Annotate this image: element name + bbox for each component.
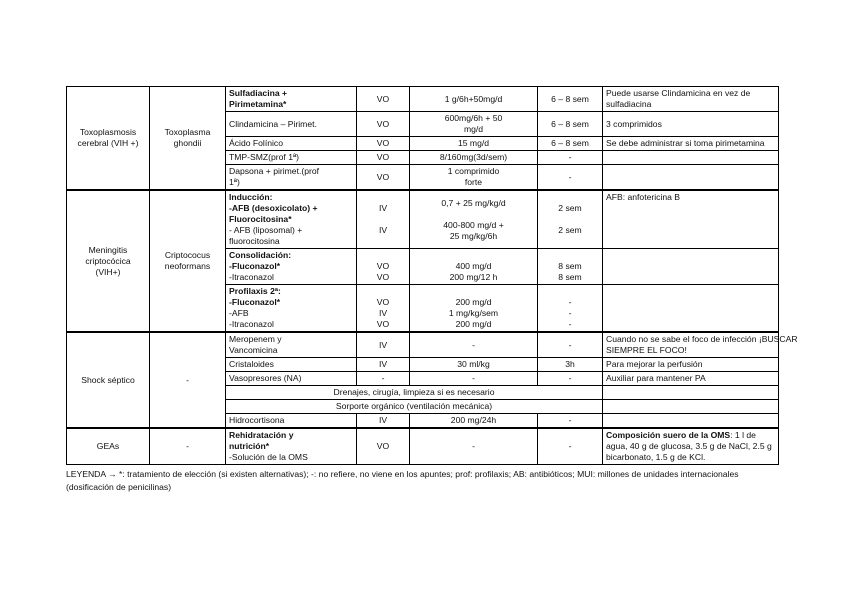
legend: LEYENDA → *: tratamiento de elección (si existen alternativas); -: no refiere, no viene en los apuntes; prof: profilaxis; AB: antibióticos; MUI: millones de unidades internacionales (dosificación de penicilinas)	[66, 469, 739, 492]
table-row	[67, 428, 779, 465]
duration-cell: - - -	[538, 285, 603, 333]
treatment-cell: Sulfadiacina + Pirimetamina*	[226, 87, 357, 112]
duration-cell: -	[538, 414, 603, 429]
treatment-cell: Rehidratación y nutrición* -Solución de la OMS	[226, 428, 357, 465]
agent-cell: -	[150, 428, 226, 465]
notes-cell	[603, 285, 779, 333]
duration-cell: 6 – 8 sem	[538, 87, 603, 112]
route-cell: VO	[357, 428, 410, 465]
treatment-document	[66, 86, 798, 494]
route-cell: IV	[357, 332, 410, 358]
notes-cell: 3 comprimidos	[603, 112, 779, 137]
route-cell: IV	[357, 358, 410, 372]
dose-cell: 15 mg/d	[410, 137, 538, 151]
duration-cell: 2 sem 2 sem	[538, 190, 603, 249]
agent-cell: Toxoplasma ghondii	[150, 87, 226, 191]
agent-cell: Criptococus neoformans	[150, 190, 226, 332]
duration-cell: -	[538, 151, 603, 165]
spanning-note: Sorporte orgánico (ventilación mecánica)	[226, 400, 603, 414]
notes-rest: : 1 l de agua, 40 g de glucosa, 3.5 g de NaCl, 2.5 g bicarbonato, 1.5 g de KCl.	[606, 430, 772, 462]
treatment-cell: Cristaloides	[226, 358, 357, 372]
duration-cell: -	[538, 372, 603, 386]
route-cell: -	[357, 372, 410, 386]
table-row	[67, 87, 779, 112]
spanning-note: Drenajes, cirugía, limpieza si es necesario	[226, 386, 603, 400]
dose-cell: 400 mg/d 200 mg/12 h	[410, 249, 538, 285]
treatment-cell: Vasopresores (NA)	[226, 372, 357, 386]
table-row	[67, 190, 779, 249]
table-row	[67, 332, 779, 358]
route-cell: VO	[357, 87, 410, 112]
notes-cell: Se debe administrar si toma pirimetamina	[603, 137, 779, 151]
duration-cell: 3h	[538, 358, 603, 372]
treatment-cell: Consolidación: -Fluconazol* -Itraconazol	[226, 249, 357, 285]
treatment-cell: Inducción: -AFB (desoxicolato) + Fluorocitosina* - AFB (liposomal) + fluorocitosina	[226, 190, 357, 249]
route-cell: IV	[357, 414, 410, 429]
notes-cell	[603, 428, 779, 465]
route-cell: IV IV	[357, 190, 410, 249]
route-cell: VO IV VO	[357, 285, 410, 333]
duration-cell: -	[538, 332, 603, 358]
duration-cell: 6 – 8 sem	[538, 112, 603, 137]
notes-cell	[603, 414, 779, 429]
agent-cell: -	[150, 332, 226, 428]
duration-cell: -	[538, 428, 603, 465]
treatment-table	[66, 86, 798, 465]
notes-cell	[603, 165, 779, 191]
treatment-cell: Ácido Folínico	[226, 137, 357, 151]
notes-cell: AFB: anfotericina B	[603, 190, 779, 249]
dose-cell: 200 mg/24h	[410, 414, 538, 429]
dose-cell: 8/160mg(3d/sem)	[410, 151, 538, 165]
dose-cell: 200 mg/d 1 mg/kg/sem 200 mg/d	[410, 285, 538, 333]
notes-cell	[603, 386, 779, 400]
notes-cell: Cuando no se sabe el foco de infección ¡BUSCAR SIEMPRE EL FOCO!	[603, 332, 779, 358]
dose-cell: -	[410, 428, 538, 465]
dose-cell: 30 ml/kg	[410, 358, 538, 372]
treatment-cell: TMP-SMZ(prof 1ª)	[226, 151, 357, 165]
route-cell: VO	[357, 151, 410, 165]
notes-cell	[603, 249, 779, 285]
notes-bold: Composición suero de la OMS	[606, 430, 731, 440]
notes-cell: Auxiliar para mantener PA	[603, 372, 779, 386]
dose-cell: 1 comprimido forte	[410, 165, 538, 191]
duration-cell: -	[538, 165, 603, 191]
disease-cell: Toxoplasmosis cerebral (VIH +)	[67, 87, 150, 191]
disease-cell: GEAs	[67, 428, 150, 465]
treatment-cell: Dapsona + pirimet.(prof 1ª)	[226, 165, 357, 191]
route-cell: VO VO	[357, 249, 410, 285]
route-cell: VO	[357, 137, 410, 151]
dose-cell: 600mg/6h + 50 mg/d	[410, 112, 538, 137]
dose-cell: -	[410, 332, 538, 358]
treatment-cell: Hidrocortisona	[226, 414, 357, 429]
route-cell: VO	[357, 165, 410, 191]
notes-cell	[603, 400, 779, 414]
duration-cell: 6 – 8 sem	[538, 137, 603, 151]
treatment-cell: Clindamicina – Pirimet.	[226, 112, 357, 137]
dose-cell: 0,7 + 25 mg/kg/d 400-800 mg/d + 25 mg/kg/6h	[410, 190, 538, 249]
route-cell: VO	[357, 112, 410, 137]
treatment-cell: Profilaxis 2ª: -Fluconazol* -AFB -Itraconazol	[226, 285, 357, 333]
duration-cell: 8 sem 8 sem	[538, 249, 603, 285]
disease-cell: Shock séptico	[67, 332, 150, 428]
disease-cell: Meningitis criptocócica (VIH+)	[67, 190, 150, 332]
notes-cell: Puede usarse Clindamicina en vez de sulfadiacina	[603, 87, 779, 112]
dose-cell: 1 g/6h+50mg/d	[410, 87, 538, 112]
notes-cell: Para mejorar la perfusión	[603, 358, 779, 372]
dose-cell: -	[410, 372, 538, 386]
notes-cell	[603, 151, 779, 165]
treatment-cell: Meropenem y Vancomicina	[226, 332, 357, 358]
